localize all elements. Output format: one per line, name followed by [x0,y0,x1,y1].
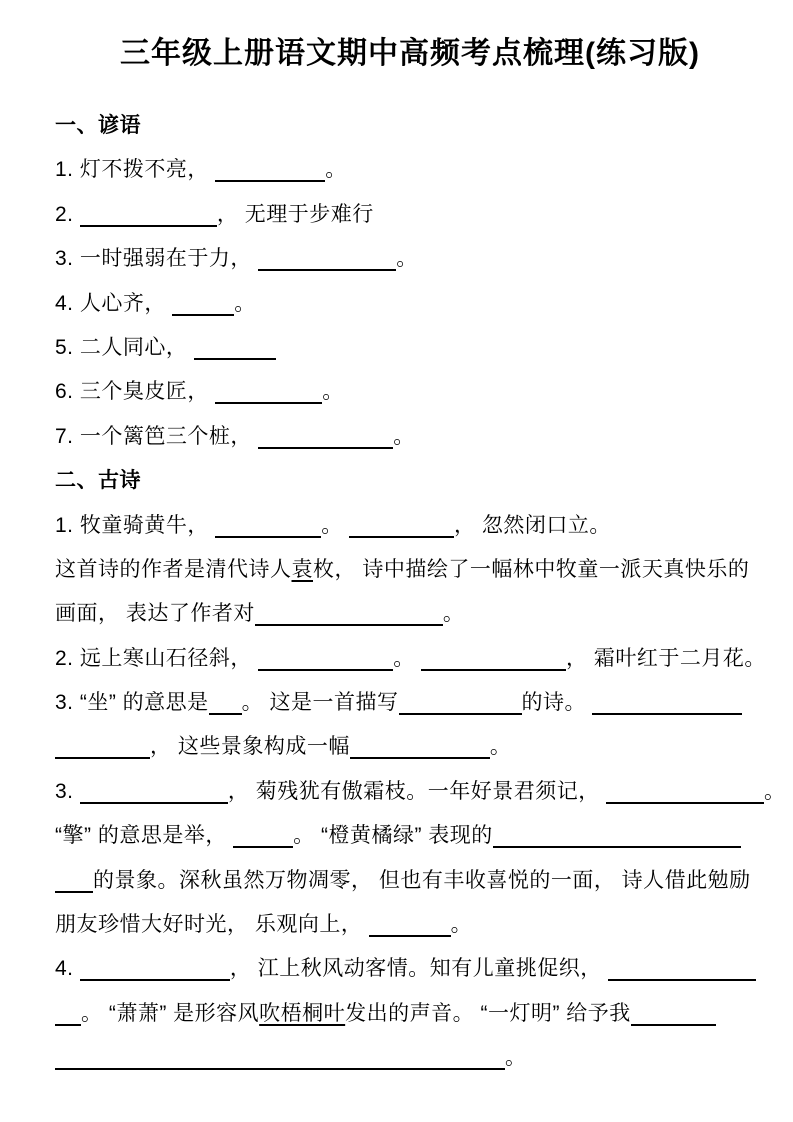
fill-in-blank [55,1060,505,1070]
fill-in-blank [399,705,522,715]
text-segment: 画面， 表达了作者对 [55,602,255,626]
worksheet-line [55,681,765,725]
text-segment: 。 [322,380,344,404]
text-segment: 3. “坐” 的意思是 [55,691,209,715]
text-segment: 。 [505,1046,527,1070]
text-segment: 。 [321,513,350,537]
fill-in-blank [350,749,490,759]
worksheet-line [55,237,765,281]
worksheet-line [55,947,765,991]
fill-in-blank [369,927,451,937]
fill-in-blank [349,528,454,538]
text-segment: 6. 三个臭皮匠， [55,380,216,404]
fill-in-blank [258,661,393,671]
text-segment: ， 霜叶红于二月花。 [566,646,766,670]
fill-in-blank [215,528,321,538]
worksheet-line [55,1036,765,1080]
worksheet-line [55,282,765,326]
worksheet-line [55,548,765,592]
fill-in-blank [80,971,230,981]
document-body [55,104,786,1081]
text-segment: 。 [764,779,786,803]
text-segment: 5. 二人同心， [55,335,194,359]
text-segment: 。 [325,158,347,182]
fill-in-blank [421,661,566,671]
fill-in-blank [55,883,93,893]
text-segment: 。 [393,424,415,448]
fill-in-blank [215,172,325,182]
fill-in-blank [258,439,393,449]
text-segment: 枚， 诗中描绘了一幅林中牧童一派天真快乐的 [313,557,750,581]
fill-in-blank [606,794,764,804]
worksheet-line [55,326,765,370]
text-segment: ， 江上秋风动客情。知有儿童挑促织， [229,957,609,981]
fill-in-blank [233,838,293,848]
section-heading: 二、古诗 [55,469,141,493]
text-segment: 。 [234,291,256,315]
text-segment: 4. 人心齐， [55,291,173,315]
worksheet-line [55,193,765,237]
text-segment: 。 [393,646,422,670]
text-segment: ， 忽然闭口立。 [454,513,611,537]
worksheet-line [55,725,765,769]
fill-in-blank [493,838,741,848]
text-segment: “擎” 的意思是举， [55,824,234,848]
page-title: 三年级上册语文期中高频考点梳理(练习版) [120,37,700,70]
text-segment: 的景象。深秋虽然万物凋零， 但也有丰收喜悦的一面， 诗人借此勉励 [93,868,751,892]
fill-in-blank [592,705,742,715]
text-segment: 这首诗的作者是清代诗人 [55,557,292,581]
text-segment: 2. 远上寒山石径斜， [55,646,259,670]
fill-in-blank [172,306,234,316]
fill-in-blank [55,749,150,759]
fill-in-blank [215,394,322,404]
text-segment: 1. 牧童骑黄牛， [55,513,216,537]
fill-in-blank [80,217,217,227]
worksheet-line [55,992,765,1036]
fill-in-blank [255,616,443,626]
text-segment: 。 “萧萧” 是形容风 [81,1001,260,1025]
worksheet-line [55,592,765,636]
fill-in-blank [55,1016,81,1026]
text-segment: 。 [450,913,473,937]
underlined-text: 吹梧桐叶 [259,1001,346,1025]
worksheet-line [55,814,765,858]
fill-in-blank [194,350,276,360]
section-heading: 一、谚语 [55,114,141,137]
text-segment: ， 菊残犹有傲霜枝。一年好景君须记， [227,779,607,803]
fill-in-blank [608,971,756,981]
worksheet-line [55,504,765,548]
worksheet-line [55,415,765,459]
text-segment: 。 [489,735,512,759]
fill-in-blank [258,261,396,271]
text-segment: 。 “橙黄橘绿” 表现的 [293,824,493,848]
text-segment: ， 这些景象构成一幅 [150,735,350,759]
text-segment: 1. 灯不拨不亮， [55,158,216,182]
text-segment: 发出的声音。 “一灯明” 给予我 [345,1001,631,1025]
text-segment: 2. [55,202,80,226]
text-segment: 7. 一个篱笆三个桩， [55,424,259,448]
text-segment: 的诗。 [521,691,593,715]
worksheet-line [55,770,786,814]
text-segment: 。 这是一首描写 [241,691,399,715]
worksheet-line [55,148,765,192]
text-segment: ， 无理于步难行 [216,202,374,226]
worksheet-line [55,370,765,414]
fill-in-blank [631,1016,716,1026]
worksheet-line [55,637,765,681]
text-segment: 3. 一时强弱在于力， [55,247,259,271]
worksheet-line [55,859,765,903]
text-segment: 。 [442,602,465,626]
text-segment: 朋友珍惜大好时光， 乐观向上， [55,913,369,937]
fill-in-blank [209,705,242,715]
text-segment: 4. [55,957,80,981]
text-segment: 。 [396,247,418,271]
text-segment: 3. [55,779,80,803]
worksheet-line [55,903,765,947]
fill-in-blank [80,794,228,804]
underlined-text: 袁 [291,557,313,581]
